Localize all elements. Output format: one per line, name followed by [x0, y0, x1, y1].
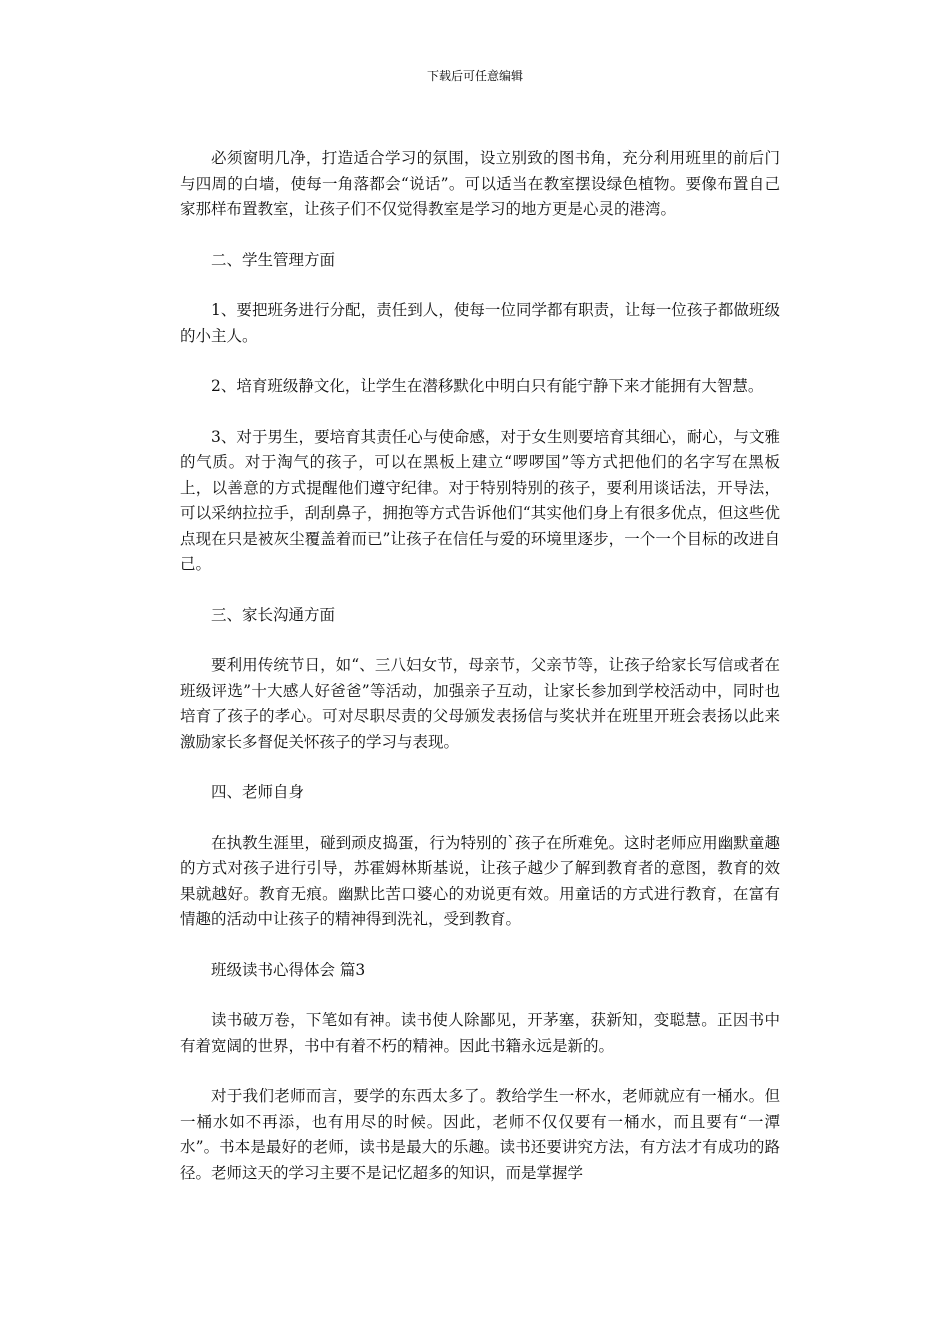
- paragraph-teacher-learning: 对于我们老师而言，要学的东西太多了。教给学生一杯水，老师就应有一桶水。但一桶水如不再添，也有用尽的时候。因此，老师不仅仅要有一桶水，而且要有“一潭水”。书本是最好的老师，读书是最大的乐趣。读书还要讲究方法，有方法才有成功的路径。老师这天的学习主要不是记忆超多的知识，而是掌握学: [180, 1087, 780, 1182]
- section-heading-student-management: 二、学生管理方面: [211, 250, 336, 269]
- paragraph-parent-communication: 要利用传统节日，如“、三八妇女节，母亲节，父亲节等，让孩子给家长写信或者在班级评选”十大感人好爸爸”等活动，加强亲子互动，让家长参加到学校活动中，同时也培育了孩子的孝心。可对尽职尽责的父母颁发表扬信与奖状并在班里开班会表扬以此来激励家长多督促关怀孩子的学习与表现。: [180, 656, 780, 751]
- page-header: 下载后可任意编辑: [426, 69, 523, 83]
- paragraph-teacher-self: 在执教生涯里，碰到顽皮捣蛋，行为特别的`孩子在所难免。这时老师应用幽默童趣的方式对孩子进行引导，苏霍姆林斯基说，让孩子越少了解到教育者的意图，教育的效果就越好。教育无痕。幽默比苦口婆心的劝说更有效。用童话的方式进行教育，在富有情趣的活动中让孩子的精神得到洗礼，受到教育。: [180, 833, 780, 928]
- section-heading-parent-communication: 三、家长沟通方面: [211, 605, 336, 624]
- paragraph-item-2: 2、培育班级静文化，让学生在潜移默化中明白只有能宁静下来才能拥有大智慧。: [211, 377, 764, 395]
- document-body: [180, 146, 780, 1186]
- paragraph-reading-intro: 读书破万卷，下笔如有神。读书使人除鄙见，开茅塞，获新知，变聪慧。正因书中有着宽阔的世界，书中有着不朽的精神。因此书籍永远是新的。: [180, 1011, 780, 1055]
- section-heading-teacher-self: 四、老师自身: [211, 783, 305, 801]
- paragraph-item-1: 1、要把班务进行分配，责任到人，使每一位同学都有职责，让每一位孩子都做班级的小主人。: [180, 301, 780, 345]
- paragraph-classroom-layout: 必须窗明几净，打造适合学习的氛围，设立别致的图书角，充分利用班里的前后门与四周的白墙，使每一角落都会“说话”。可以适当在教室摆设绿色植物。要像布置自己家那样布置教室，让孩子们不仅觉得教室是学习的地方更是心灵的港湾。: [180, 149, 780, 218]
- paragraph-item-3: 3、对于男生，要培育其责任心与使命感，对于女生则要培育其细心，耐心，与文雅的气质。对于淘气的孩子，可以在黑板上建立“啰啰国”等方式把他们的名字写在黑板上，以善意的方式提醒他们遵守纪律。对于特别特别的孩子，要利用谈话法，开导法，可以采纳拉拉手，刮刮鼻子，拥抱等方式告诉他们“其实他们身上有很多优点，但这些优点现在只是被灰尘覆盖着而已”让孩子在信任与爱的环境里逐步，一个一个目标的改进自己。: [180, 427, 780, 573]
- article-heading-part-3: 班级读书心得体会 篇3: [211, 960, 366, 979]
